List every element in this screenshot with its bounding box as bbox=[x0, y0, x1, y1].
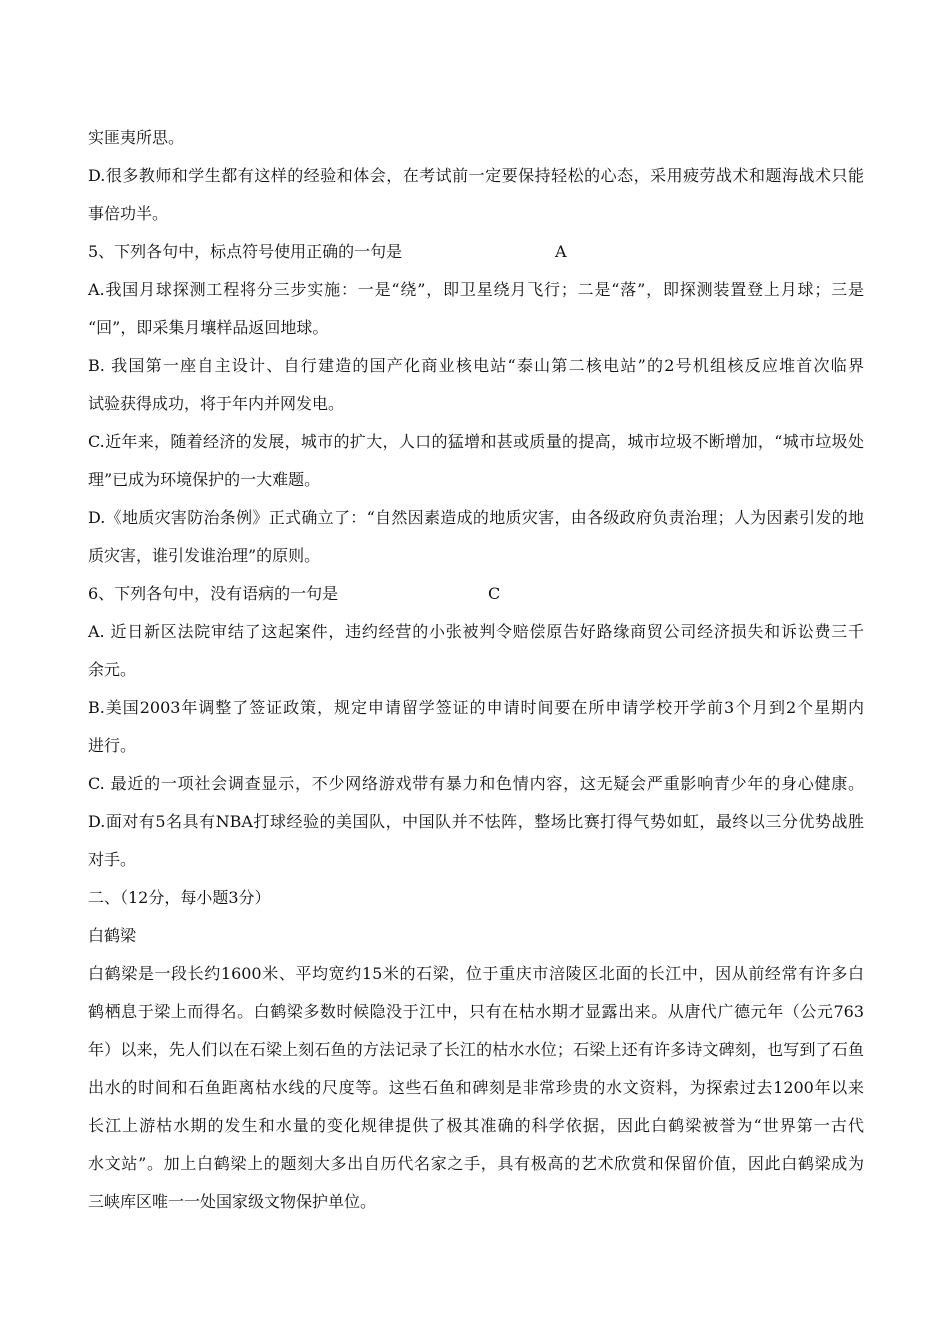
passage-line: 三峡库区唯一一处国家级文物保护单位。 bbox=[88, 1192, 377, 1211]
text-line: “回”，即采集月壤样品返回地球。 bbox=[88, 318, 329, 337]
question-6-prompt: 6、下列各句中，没有语病的一句是 bbox=[88, 584, 339, 603]
passage-line: 年）以来，先人们以在石梁上刻石鱼的方法记录了长江的枯水水位；石梁上还有许多诗文碑刻，也写到了石鱼 bbox=[88, 1040, 864, 1059]
question-6-answer: C bbox=[488, 584, 501, 603]
text-line: 余元。 bbox=[88, 660, 137, 679]
text-line: D.很多教师和学生都有这样的经验和体会，在考试前一定要保持轻松的心态，采用疲劳战术和题海战术只能 bbox=[88, 166, 864, 185]
passage-line: 长江上游枯水期的发生和水量的变化规律提供了极其准确的科学依据，因此白鹤梁被誉为“世界第一古代 bbox=[88, 1116, 864, 1135]
option-b: B. 我国第一座自主设计、自行建造的国产化商业核电站“泰山第二核电站”的2号机组核反应堆首次临界 bbox=[88, 356, 864, 375]
passage-line: 水文站”。加上白鹤梁上的题刻大多出自历代名家之手，具有极高的艺术欣赏和保留价值，因此白鹤梁成为 bbox=[88, 1154, 864, 1173]
text-line: 对手。 bbox=[88, 850, 137, 869]
option-c: C.近年来，随着经济的发展，城市的扩大，人口的猛增和甚或质量的提高，城市垃圾不断增加，“城市垃圾处 bbox=[88, 432, 864, 451]
text-line: 进行。 bbox=[88, 736, 137, 755]
passage-line: 鹤栖息于梁上而得名。白鹤梁多数时候隐没于江中，只有在枯水期才显露出来。从唐代广德元年（公元763 bbox=[88, 1002, 864, 1021]
option-b: B.美国2003年调整了签证政策，规定申请留学签证的申请时间要在所申请学校开学前3个月到2个星期内 bbox=[88, 698, 864, 717]
question-5-answer: A bbox=[555, 242, 567, 261]
section-heading: 二、（12分，每小题3分） bbox=[88, 888, 271, 907]
question-5-prompt: 5、下列各句中，标点符号使用正确的一句是 bbox=[88, 242, 403, 261]
text-line: 质灾害，谁引发谁治理”的原则。 bbox=[88, 546, 321, 565]
option-d: D.《地质灾害防治条例》正式确立了：“自然因素造成的地质灾害，由各级政府负责治理；人为因素引发的地 bbox=[88, 508, 864, 527]
text-line: 事倍功半。 bbox=[88, 204, 169, 223]
text-line: 实匪夷所思。 bbox=[88, 128, 185, 147]
option-c: C. 最近的一项社会调查显示，不少网络游戏带有暴力和色情内容，这无疑会严重影响青少年的身心健康。 bbox=[88, 774, 864, 793]
text-line: 理”已成为环境保护的一大难题。 bbox=[88, 470, 321, 489]
option-a: A.我国月球探测工程将分三步实施：一是“绕”，即卫星绕月飞行；二是“落”，即探测装置登上月球；三是 bbox=[88, 280, 864, 299]
passage-title: 白鹤梁 bbox=[88, 926, 137, 945]
passage-line: 出水的时间和石鱼距离枯水线的尺度等。这些石鱼和碑刻是非常珍贵的水文资料，为探索过去1200年以来 bbox=[88, 1078, 864, 1097]
option-a: A. 近日新区法院审结了这起案件，违约经营的小张被判令赔偿原告好路缘商贸公司经济损失和诉讼费三千 bbox=[88, 622, 864, 641]
option-d: D.面对有5名具有NBA打球经验的美国队，中国队并不怯阵，整场比赛打得气势如虹，最终以三分优势战胜 bbox=[88, 812, 864, 831]
passage-line: 白鹤梁是一段长约1600米、平均宽约15米的石梁，位于重庆市涪陵区北面的长江中，因从前经常有许多白 bbox=[88, 964, 864, 983]
text-line: 试验获得成功，将于年内并网发电。 bbox=[88, 394, 345, 413]
